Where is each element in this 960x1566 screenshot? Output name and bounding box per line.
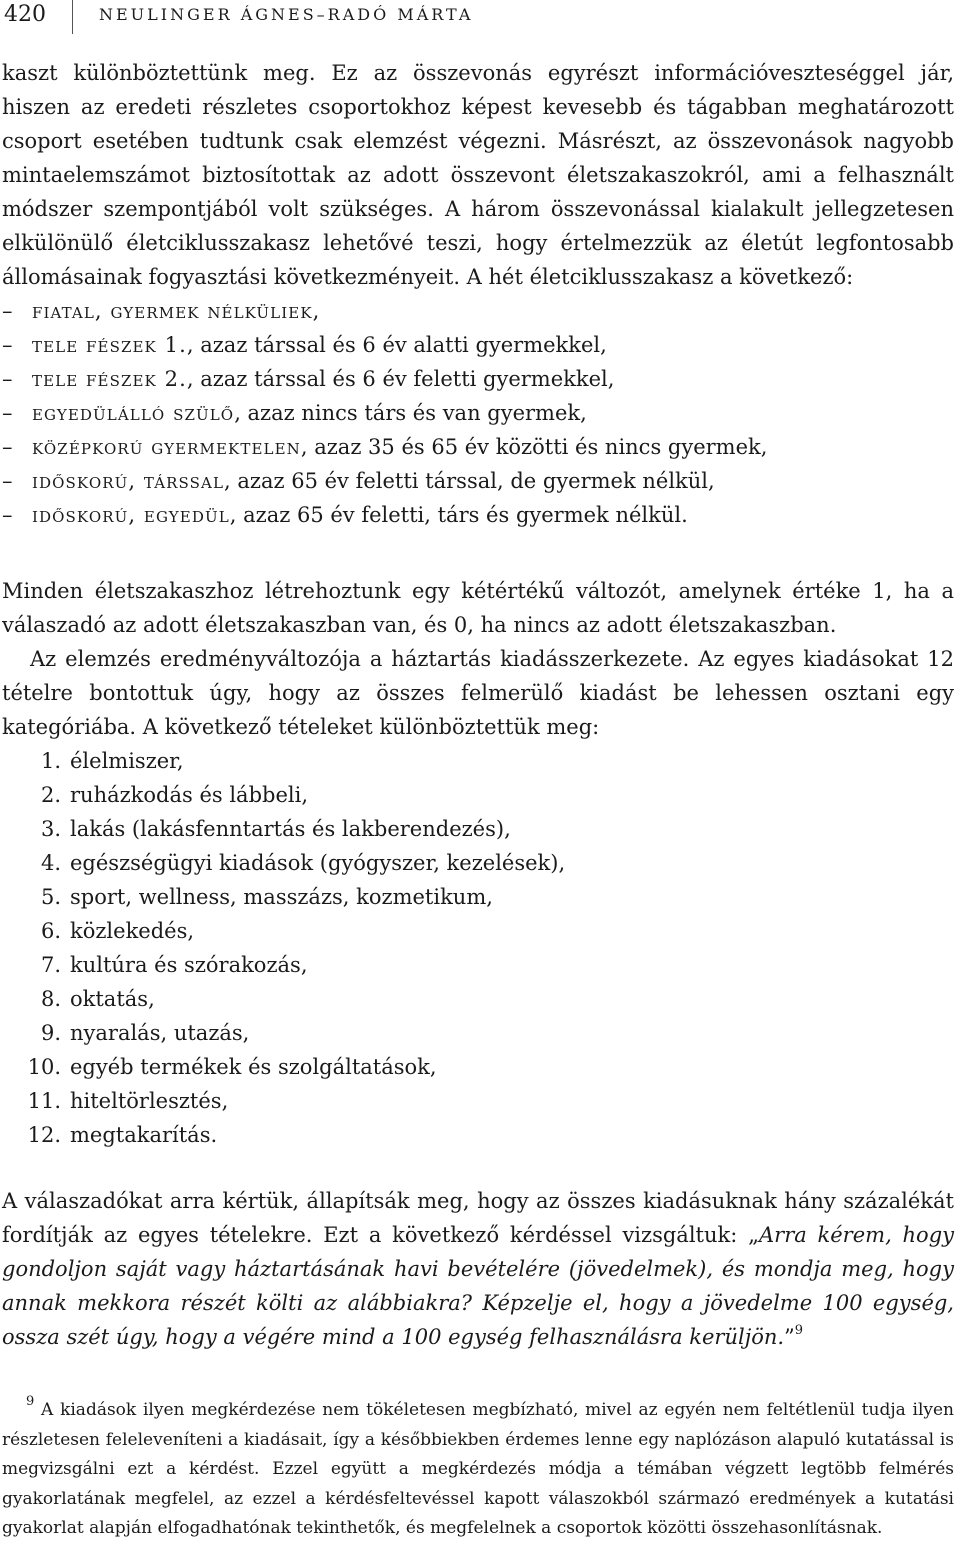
item-text: oktatás, bbox=[70, 987, 155, 1011]
list-dash: – bbox=[2, 299, 13, 323]
item-number: 3. bbox=[40, 817, 61, 841]
life-stage-name: fiatal, gyermek nélküliek bbox=[32, 299, 313, 323]
list-dash: – bbox=[2, 469, 13, 493]
life-stage-list bbox=[2, 294, 954, 532]
list-dash: – bbox=[2, 333, 13, 357]
item-text: ruházkodás és lábbeli, bbox=[70, 783, 308, 807]
life-stage-item bbox=[2, 328, 954, 362]
item-number: 8. bbox=[40, 987, 61, 1011]
section-expenses bbox=[2, 574, 954, 1152]
expense-category-item bbox=[2, 812, 954, 846]
page-number: 420 bbox=[4, 2, 46, 27]
running-header bbox=[0, 0, 960, 34]
item-text: lakás (lakásfenntartás és lakberendezés), bbox=[70, 817, 511, 841]
expense-category-item bbox=[2, 1016, 954, 1050]
expense-category-item bbox=[2, 846, 954, 880]
expense-category-item bbox=[2, 1050, 954, 1084]
life-stage-description: , azaz 65 év feletti, társ és gyermek nélkül. bbox=[229, 503, 688, 527]
body-paragraph: Az elemzés eredményváltozója a háztartás kiadásszerkezete. Az egyes kiadásokat 12 tételre bontottuk úgy, hogy az összes felmerülő kiadást be lehessen osztani egy kategóriába. A következő tételeket különböztettük meg: bbox=[2, 647, 954, 739]
life-stage-item bbox=[2, 294, 954, 328]
body-paragraph: kaszt különböztettünk meg. Ez az összevonás egyrészt információveszteséggel jár, hiszen az eredeti részletes csoportokhoz képest kevesebb és tágabban meghatározott csoport esetében tudtunk csak elemzést végezni. Másrészt, az összevonások nagyobb mintaelemszámot biztosítottak az adott összevont életszakaszokról, ami a felhasznált módszer szempontjából volt szükséges. A három összevonással kialakult jellegzetesen elkülönülő életciklusszakasz lehetővé teszi, hogy értelmezzük az életút legfontosabb állomásainak fogyasztási következményeit. A hét életciklusszakasz a következő: bbox=[2, 61, 954, 289]
footnote-text: A kiadások ilyen megkérdezése nem tökéletesen megbízható, mivel az egyén nem feltétlenül tudja ilyen részletesen feleleveníteni a kiadásait, így a későbbiekben érdemes lenne egy naplózáson alapuló kutatással is megvizsgálni ezt a kérdést. Ezzel együtt a megkérdezés módja a témában végzett legtöbb felmérés gyakorlatának megfelel, az ezzel a kérdésfeltevéssel kapott válaszokból származó eredmények a kutatási gyakorlat alapján elfogadhatónak tekinthetők, és megfelelnek a csoportok közötti összehasonlításnak. bbox=[2, 1400, 954, 1538]
life-stage-name: tele fészek 1. bbox=[32, 333, 187, 357]
item-number: 6. bbox=[40, 919, 61, 943]
item-text: közlekedés, bbox=[70, 919, 195, 943]
life-stage-item bbox=[2, 396, 954, 430]
footnote-reference[interactable]: 9 bbox=[794, 1323, 804, 1338]
expense-category-item bbox=[2, 948, 954, 982]
closing-quote-mark: ” bbox=[784, 1325, 795, 1349]
footnote bbox=[2, 1396, 954, 1544]
life-stage-item bbox=[2, 430, 954, 464]
item-number: 7. bbox=[40, 953, 61, 977]
life-stage-name: középkorú gyermektelen bbox=[32, 435, 301, 459]
list-dash: – bbox=[2, 401, 13, 425]
life-stage-item bbox=[2, 464, 954, 498]
item-number: 1. bbox=[40, 749, 61, 773]
life-stage-name: időskorú, társsal bbox=[32, 469, 225, 493]
expense-category-item bbox=[2, 880, 954, 914]
item-number: 2. bbox=[40, 783, 61, 807]
item-text: hiteltörlesztés, bbox=[70, 1089, 229, 1113]
expense-category-item bbox=[2, 982, 954, 1016]
section-question bbox=[2, 1184, 954, 1354]
expense-category-list bbox=[2, 744, 954, 1152]
expense-category-item bbox=[2, 914, 954, 948]
item-number: 11. bbox=[27, 1089, 61, 1113]
expense-category-item bbox=[2, 744, 954, 778]
item-text: egészségügyi kiadások (gyógyszer, kezelések), bbox=[70, 851, 566, 875]
expense-category-item bbox=[2, 778, 954, 812]
life-stage-name: tele fészek 2. bbox=[32, 367, 187, 391]
life-stage-name: időskorú, egyedül bbox=[32, 503, 230, 527]
life-stage-description: , azaz társsal és 6 év feletti gyermekkel, bbox=[186, 367, 615, 391]
item-number: 10. bbox=[27, 1055, 61, 1079]
body-paragraph: Minden életszakaszhoz létrehoztunk egy kétértékű változót, amelynek értéke 1, ha a válaszadó az adott életszakaszban van, és 0, ha nincs az adott életszakaszban. bbox=[2, 579, 954, 637]
life-stage-name: egyedülálló szülő bbox=[32, 401, 235, 425]
item-number: 5. bbox=[40, 885, 61, 909]
list-dash: – bbox=[2, 367, 13, 391]
item-text: élelmiszer, bbox=[70, 749, 184, 773]
item-number: 12. bbox=[27, 1123, 61, 1147]
survey-question-quote: Arra kérem, hogy gondoljon saját vagy háztartásának havi bevételére (jövedelmek), és mondja meg, hogy annak mekkora részét költi az alábbiakra? Képzelje el, hogy a jövedelme 100 egység, ossza szét úgy, hogy a végére mind a 100 egység felhasználásra kerüljön. bbox=[2, 1223, 955, 1349]
expense-category-item bbox=[2, 1084, 954, 1118]
list-dash: – bbox=[2, 503, 13, 527]
item-number: 4. bbox=[40, 851, 61, 875]
running-title: NEULINGER ÁGNES–RADÓ MÁRTA bbox=[99, 5, 474, 24]
paragraph-life-stages bbox=[2, 56, 954, 532]
life-stage-item bbox=[2, 362, 954, 396]
life-stage-description: , azaz 35 és 65 év közötti és nincs gyermek, bbox=[300, 435, 768, 459]
list-dash: – bbox=[2, 435, 13, 459]
item-text: megtakarítás. bbox=[70, 1123, 218, 1147]
item-text: kultúra és szórakozás, bbox=[70, 953, 308, 977]
life-stage-description: , bbox=[312, 299, 320, 323]
expense-category-item bbox=[2, 1118, 954, 1152]
footnote-mark: 9 bbox=[26, 1394, 35, 1409]
life-stage-description: , azaz nincs társ és van gyermek, bbox=[234, 401, 587, 425]
item-text: sport, wellness, masszázs, kozmetikum, bbox=[70, 885, 493, 909]
life-stage-description: , azaz társsal és 6 év alatti gyermekkel, bbox=[186, 333, 607, 357]
life-stage-item bbox=[2, 498, 954, 532]
header-divider bbox=[72, 0, 73, 34]
life-stage-description: , azaz 65 év feletti társsal, de gyermek nélkül, bbox=[224, 469, 715, 493]
item-text: nyaralás, utazás, bbox=[70, 1021, 250, 1045]
body-paragraph bbox=[2, 1184, 954, 1354]
item-number: 9. bbox=[40, 1021, 61, 1045]
question-lead: A válaszadókat arra kértük, állapítsák meg, hogy az összes kiadásuknak hány százalékát fordítják az egyes tételekre. Ezt a következő kérdéssel vizsgáltuk: „ bbox=[2, 1189, 954, 1247]
item-text: egyéb termékek és szolgáltatások, bbox=[70, 1055, 437, 1079]
